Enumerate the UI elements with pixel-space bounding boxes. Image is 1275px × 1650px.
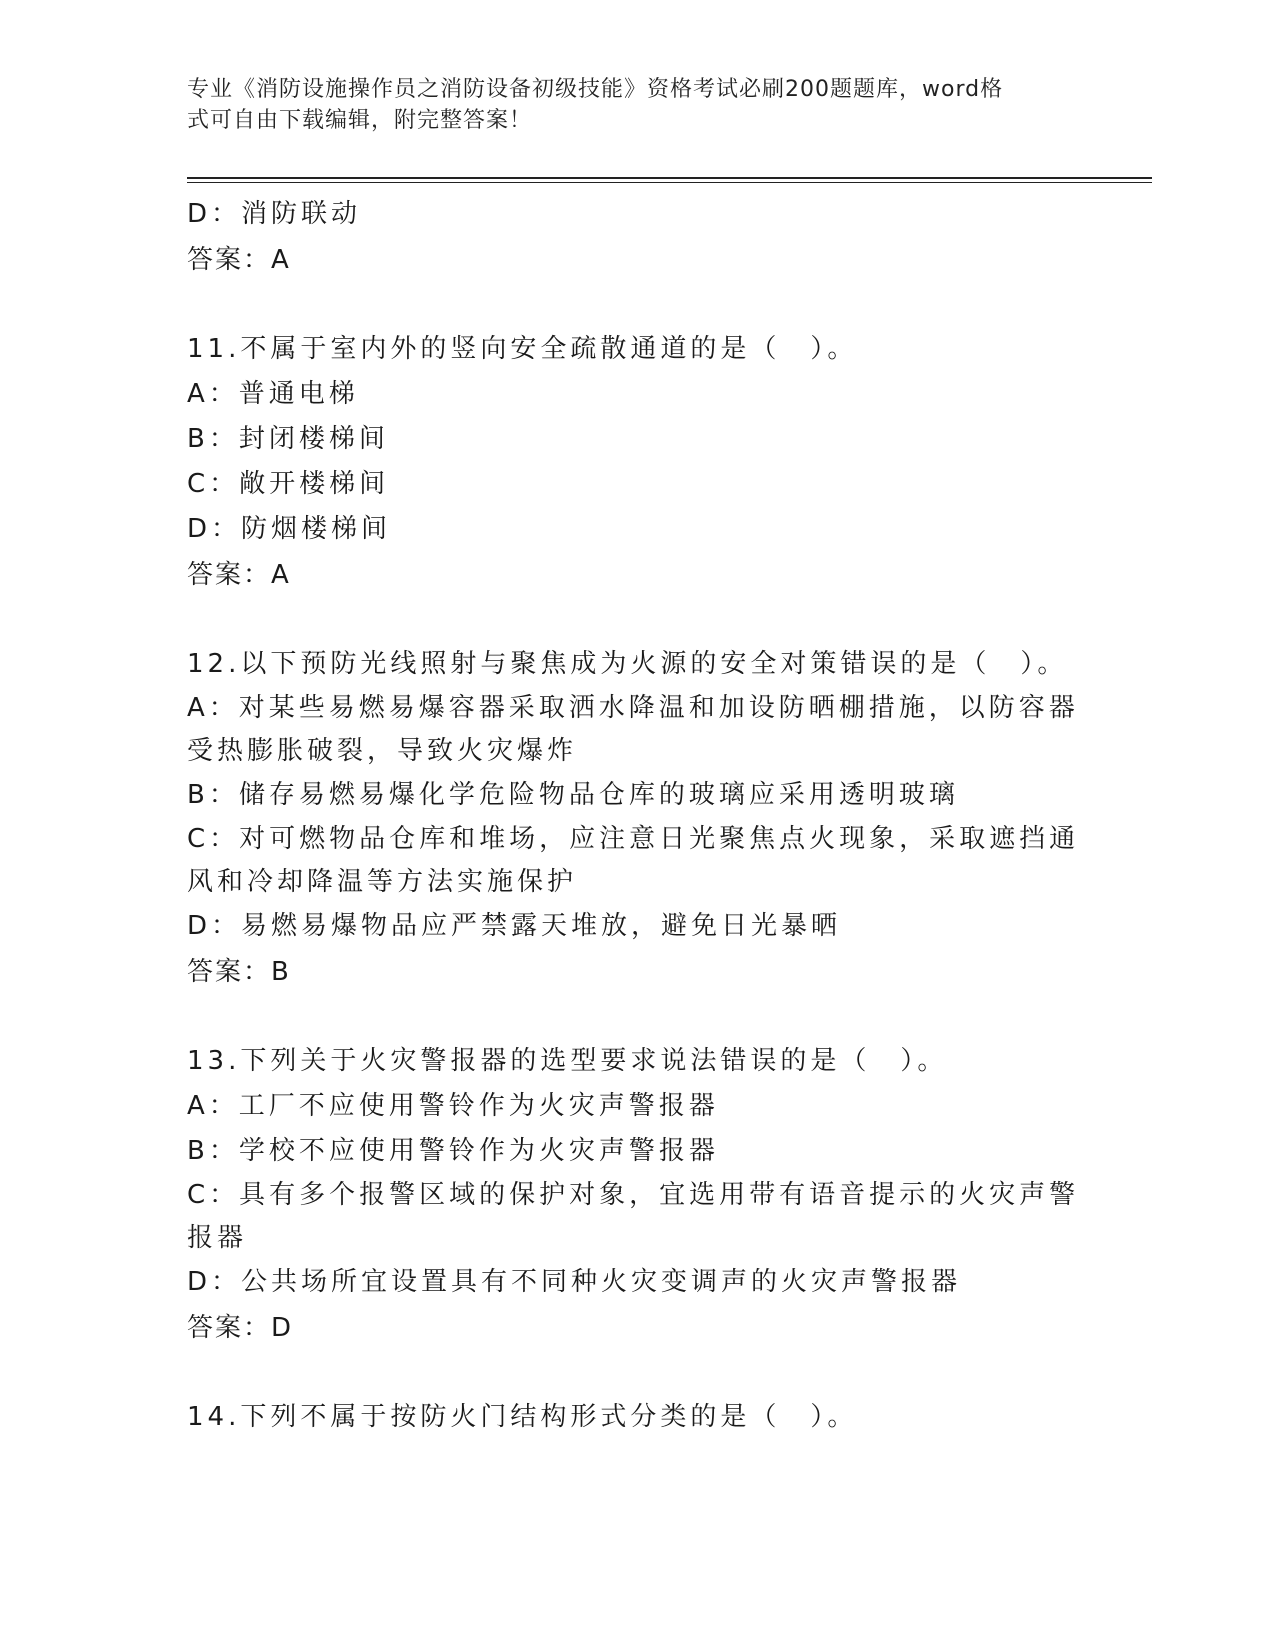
option-c: C：对可燃物品仓库和堆场，应注意日光聚焦点火现象，采取遮挡通风和冷却降温等方法实施保护 [187,824,1080,897]
answer: 答案：A [187,560,291,590]
option-c: C：敞开楼梯间 [187,469,390,499]
question-stem: 14.下列不属于按防火门结构形式分类的是（ ）。 [187,1402,858,1432]
answer: 答案：B [187,957,291,987]
option-d: D：公共场所宜设置具有不同种火灾变调声的火灾声警报器 [187,1267,962,1297]
option-d: D：易燃易爆物品应严禁露天堆放，避免日光暴晒 [187,911,842,941]
option-b: B：封闭楼梯间 [187,424,389,454]
spacer [187,1351,1097,1395]
option-b: B：储存易燃易爆化学危险物品仓库的玻璃应采用透明玻璃 [187,780,959,810]
option-d: D：防烟楼梯间 [187,514,392,544]
option-a: A：普通电梯 [187,379,359,409]
question-stem: 13.下列关于火灾警报器的选型要求说法错误的是（ ）。 [187,1046,948,1076]
spacer [187,598,1097,642]
option-a: A：工厂不应使用警铃作为火灾声警报器 [187,1091,719,1121]
option-b: B：学校不应使用警铃作为火灾声警报器 [187,1136,719,1166]
question-11 [187,327,1097,598]
question-13 [187,1039,1097,1351]
question-stem: 11.不属于室内外的竖向安全疏散通道的是（ ）。 [187,334,858,364]
answer: 答案：D [187,1313,294,1343]
header-line-2: 式可自由下载编辑，附完整答案！ [187,108,533,133]
option-c: C：具有多个报警区域的保护对象，宜选用带有语音提示的火灾声警报器 [187,1180,1080,1253]
spacer [187,283,1097,327]
header-rule-thin [187,182,1152,183]
option-a: A：对某些易燃易爆容器采取洒水降温和加设防晒棚措施，以防容器受热膨胀破裂，导致火灾爆炸 [187,693,1079,766]
carryover-answer: 答案：A [187,245,291,275]
question-content [187,192,1097,1440]
question-stem: 12.以下预防光线照射与聚焦成为火源的安全对策错误的是（ ）。 [187,649,1068,679]
question-14 [187,1395,1097,1440]
spacer [187,995,1097,1039]
page-header [187,74,1087,136]
carryover-option-d: D：消防联动 [187,199,362,229]
header-line-1: 专业《消防设施操作员之消防设备初级技能》资格考试必刷200题题库，word格 [187,77,1004,102]
header-rule-thick [187,177,1152,179]
question-12 [187,642,1097,995]
